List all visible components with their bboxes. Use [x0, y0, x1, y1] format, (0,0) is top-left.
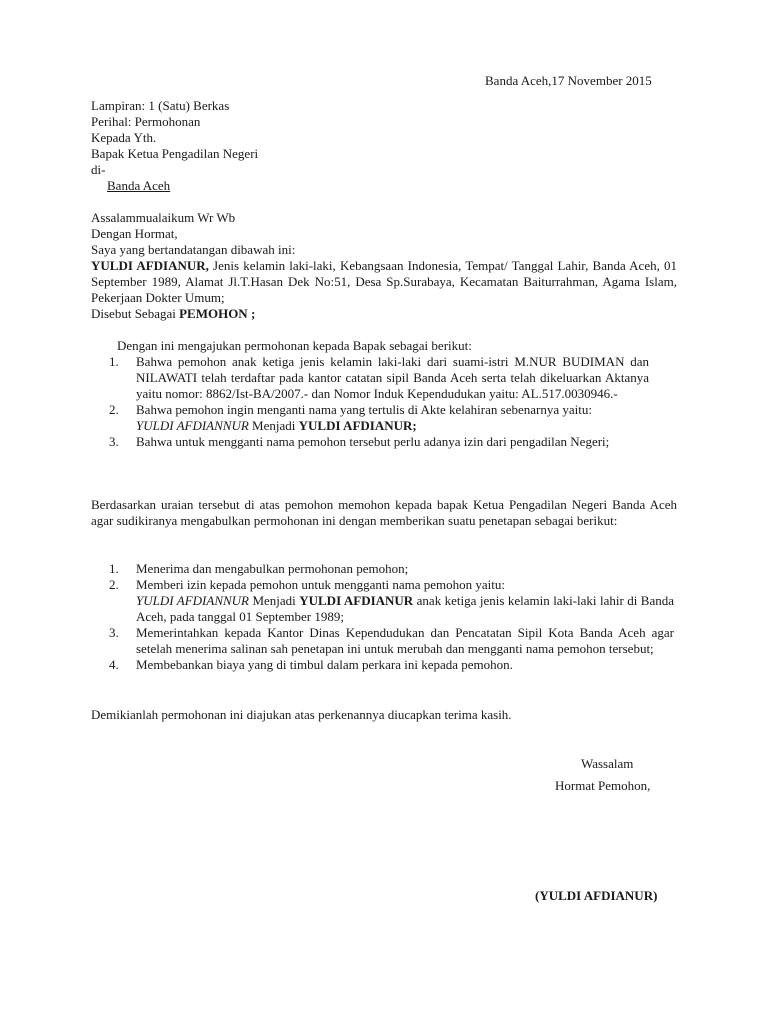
- petition-list: [109, 561, 674, 673]
- item-text: Bahwa pemohon ingin menganti nama yang tertulis di Akte kelahiran sebenarnya yaitu:: [136, 402, 592, 417]
- old-name: YULDI AFDIANNUR: [136, 418, 249, 433]
- old-name: YULDI AFDIANNUR: [136, 593, 249, 608]
- closing-line: Demikianlah permohonan ini diajukan atas perkenannya diucapkan terima kasih.: [91, 707, 512, 722]
- item-text: Memberi izin kepada pemohon untuk mengganti nama pemohon yaitu:: [136, 577, 505, 592]
- item-number: 1.: [109, 561, 119, 576]
- request-intro: Dengan ini mengajukan permohonan kepada Bapak sebagai berikut:: [117, 338, 472, 353]
- list-item: [109, 577, 674, 625]
- list-item: [109, 561, 674, 577]
- hormat-line: Dengan Hormat,: [91, 226, 178, 241]
- item-text: Bahwa pemohon anak ketiga jenis kelamin laki-laki dari suami-istri M.NUR BUDIMAN dan NILAWATI telah terdaftar pada kantor catatan sipil Banda Aceh serta telah dikeluarkan Aktanya yaitu nomor: 8862/Ist-BA/2007.- dan Nomor Induk Kependudukan yaitu: AL.517.0030946.-: [136, 354, 649, 401]
- identity-details: Jenis kelamin laki-laki, Kebangsaan Indonesia, Tempat/ Tanggal Lahir, Banda Aceh, 01 September 1989, Alamat Jl.T.Hasan Dek No:51, Desa Sp.Surabaya, Kecamatan Baiturrahman, Agama Islam, Pekerjaan Dokter Umum;: [91, 258, 677, 305]
- new-name: YULDI AFDIANUR;: [298, 418, 417, 433]
- item-text: Membebankan biaya yang di timbul dalam perkara ini kepada pemohon.: [136, 657, 513, 672]
- list-item: [109, 354, 649, 402]
- date-line: Banda Aceh,17 November 2015: [485, 73, 652, 88]
- list-item: [109, 434, 649, 450]
- item-number: 3.: [109, 625, 119, 640]
- recipient-line: Bapak Ketua Pengadilan Negeri: [91, 146, 259, 161]
- di-line: di-: [91, 162, 106, 177]
- item-number: 3.: [109, 434, 119, 449]
- item-number: 1.: [109, 354, 119, 369]
- menjadi-word: Menjadi: [249, 593, 300, 608]
- lampiran-line: Lampiran: 1 (Satu) Berkas: [91, 98, 230, 113]
- kepada-line: Kepada Yth.: [91, 130, 157, 145]
- item-text: Menerima dan mengabulkan permohonan pemohon;: [136, 561, 409, 576]
- list-item: [109, 625, 674, 657]
- disebut-line: [91, 306, 255, 322]
- petition-paragraph: Berdasarkan uraian tersebut di atas pemohon memohon kepada bapak Ketua Pengadilan Negeri Banda Aceh agar sudikiranya mengabulkan permohonan ini dengan memberikan suatu penetapan sebagai berikut:: [91, 497, 677, 528]
- intro-line: Saya yang bertandatangan dibawah ini:: [91, 242, 296, 257]
- item-text: Bahwa untuk mengganti nama pemohon tersebut perlu adanya izin dari pengadilan Negeri;: [136, 434, 610, 449]
- item-text: Memerintahkan kepada Kantor Dinas Kependudukan dan Pencatatan Sipil Kota Banda Aceh agar setelah menerima salinan sah penetapan ini untuk merubah dan mengganti nama pemohon tersebut;: [136, 625, 674, 656]
- item-rest: anak ketiga jenis kelamin laki-laki lahir di Banda Aceh, pada tanggal 01 September 1989;: [136, 593, 675, 624]
- menjadi-word: Menjadi: [248, 418, 299, 433]
- identity-paragraph: [91, 258, 677, 306]
- item-number: 2.: [109, 402, 119, 417]
- list-item: [109, 402, 649, 434]
- item-number: 4.: [109, 657, 119, 672]
- salam-line: Assalammualaikum Wr Wb: [91, 210, 236, 225]
- perihal-line: Perihal: Permohonan: [91, 114, 201, 129]
- new-name: YULDI AFDIANUR: [299, 593, 414, 608]
- wassalam-line: Wassalam: [581, 756, 634, 771]
- applicant-name: YULDI AFDIANUR,: [91, 258, 209, 273]
- signature-name: (YULDI AFDIANUR): [535, 888, 658, 903]
- disebut-role: PEMOHON ;: [179, 306, 256, 321]
- item-number: 2.: [109, 577, 119, 592]
- hormat-pemohon-line: Hormat Pemohon,: [555, 778, 651, 793]
- disebut-prefix: Disebut Sebagai: [91, 306, 180, 321]
- request-list: [109, 354, 649, 450]
- place-line: Banda Aceh: [107, 178, 171, 193]
- list-item: [109, 657, 674, 673]
